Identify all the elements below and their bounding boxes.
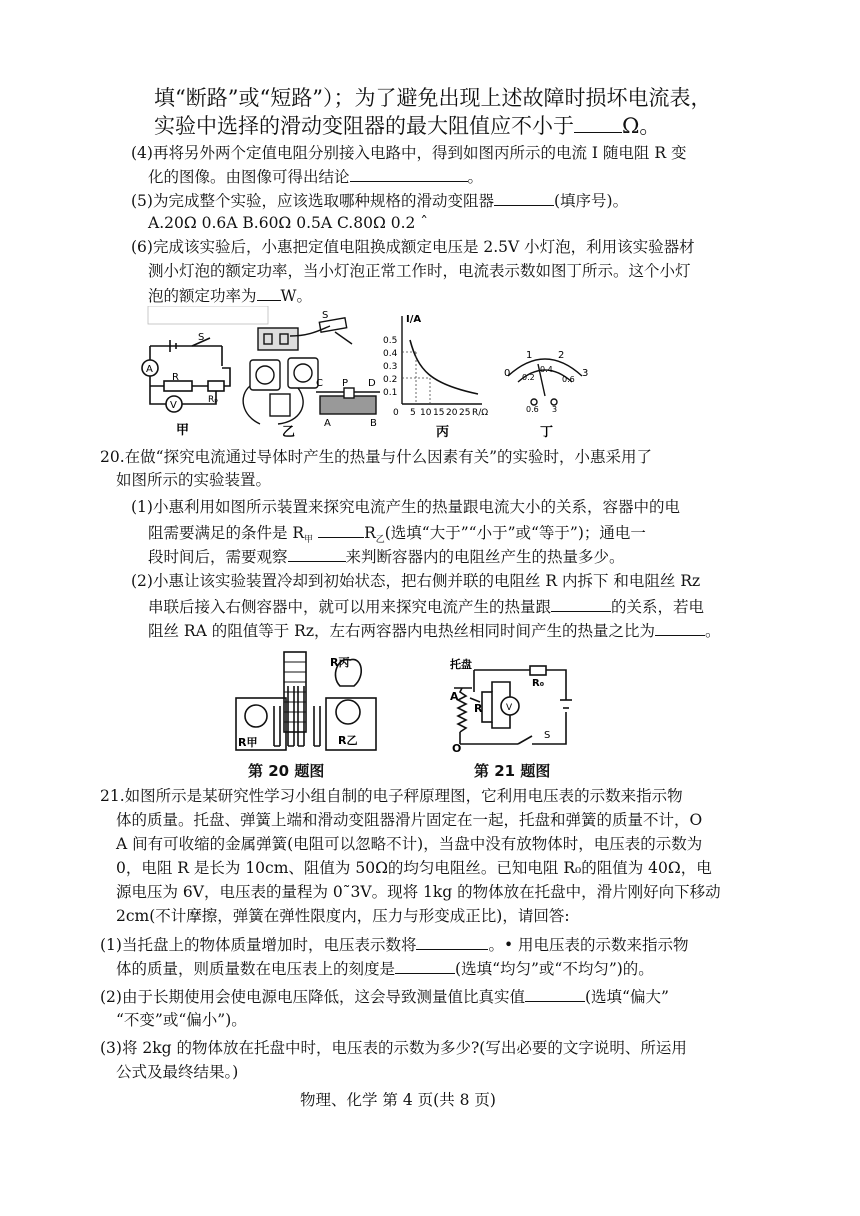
label-a: A <box>450 690 459 703</box>
page-footer: 物理、化学 第 4 页(共 8 页) <box>300 1091 496 1109</box>
text-line: (4)再将另外两个定值电阻分别接入电路中，得到如图丙所示的电流 I 随电阻 R 变 <box>131 144 687 162</box>
label-r-yi: R乙 <box>338 734 358 747</box>
text-line: 测小灯泡的额定功率，当小灯泡正常工作时，电流表示数如图丁所示。这个小灯 <box>148 262 691 280</box>
answer-blank[interactable] <box>350 166 468 182</box>
text-line: (3)将 2kg 的物体放在托盘中时，电压表的示数为多少?(写出必要的文字说明、所运用 <box>100 1039 687 1057</box>
label-r: R <box>474 702 483 715</box>
current-resistance-graph <box>402 316 482 404</box>
label-bing: 丙 <box>436 425 450 438</box>
answer-blank[interactable] <box>288 546 346 562</box>
text-line: (5)为完成整个实验，应该选取哪种规格的滑动变阻器 (填序号)。 <box>131 192 629 210</box>
label-s: S <box>544 730 551 741</box>
figure-21-caption: 第 21 题图 <box>474 762 551 780</box>
graph-xtick: 15 <box>433 408 445 418</box>
text-line: (1)小惠利用如图所示装置来探究电流产生的热量跟电流大小的关系，容器中的电 <box>131 498 680 516</box>
answer-blank[interactable] <box>655 620 705 636</box>
label-tray: 托盘 <box>450 658 472 671</box>
figure-20-caption: 第 20 题图 <box>248 762 325 780</box>
answer-blank[interactable] <box>395 958 455 974</box>
question-21: 21.如图所示是某研究性学习小组自制的电子秤原理图，它利用电压表的示数来指示物 <box>100 787 683 805</box>
label-p: P <box>342 378 349 389</box>
text-line: A.20Ω 0.6A B.60Ω 0.5A C.80Ω 0.2 ˆ <box>148 214 429 232</box>
label-a: A <box>324 418 331 429</box>
text-line: 体的质量，则质量数在电压表上的刻度是 (选填“均匀”或“不均匀”)的。 <box>116 960 654 978</box>
text-line: 源电压为 6V，电压表的量程为 0˜3V。现将 1kg 的物体放在托盘中，滑片刚好向下移动 <box>116 883 721 901</box>
text-line: 阻丝 RA 的阻值等于 Rz，左右两容器内电热丝相同时间产生的热量之比为 。 <box>148 622 721 640</box>
label-resistor-r: R <box>172 372 179 383</box>
label-d: D <box>368 378 376 389</box>
text-line: “不变”或“偏小”)。 <box>116 1011 247 1029</box>
label-voltmeter-v: V <box>170 400 177 411</box>
text-line: 公式及最终结果。) <box>116 1063 239 1081</box>
meter-scale: 1 <box>526 350 533 361</box>
text-line: 串联后接入右侧容器中，就可以用来探究电流产生的热量跟 的关系，若电 <box>148 598 705 616</box>
graph-ytick: 0.4 <box>383 349 398 359</box>
rheostat-drawing <box>316 388 380 414</box>
label-r-jia: R甲 <box>238 736 258 749</box>
label-r-bing: R丙 <box>330 656 350 669</box>
text-line: (1)当托盘上的物体质量增加时，电压表示数将 。• 用电压表的示数来指示物 <box>100 936 689 954</box>
text-line: 段时间后，需要观察 来判断容器内的电阻丝产生的热量多少。 <box>148 548 625 566</box>
graph-xlabel: R/Ω <box>472 408 489 418</box>
text-line: (6)完成该实验后，小惠把定值电阻换成额定电压是 2.5V 小灯泡，利用该实验器材 <box>131 238 695 256</box>
label-r0: R₀ <box>532 678 545 689</box>
figure-20-diagram <box>230 646 380 756</box>
answer-blank[interactable] <box>318 522 364 538</box>
text-line: 如图所示的实验装置。 <box>116 471 272 489</box>
text-line: 阻需要满足的条件是 $R_甲$ $R_乙$(选填“大于”“小于”或“等于”)；通电一 <box>148 524 646 546</box>
text-line: (2)由于长期使用会使电源电压降低，这会导致测量值比真实值 (选填“偏大” <box>100 988 669 1006</box>
label-o: O <box>452 742 462 755</box>
text-line: (2)小惠让该实验装置冷却到初始状态，把右侧并联的电阻丝 R 内拆下 和电阻丝 Rz <box>131 572 701 590</box>
answer-blank[interactable] <box>494 190 554 206</box>
answer-blank[interactable] <box>525 986 585 1002</box>
text-line: 泡的额定功率为 W。 <box>148 287 312 305</box>
meter-scale: 2 <box>558 350 565 361</box>
meter-scale: 0 <box>504 368 511 379</box>
label-b: B <box>370 418 377 429</box>
graph-ylabel: I/A <box>406 314 422 325</box>
graph-ytick: 0.1 <box>383 388 398 398</box>
graph-xtick: 0 <box>393 408 399 418</box>
graph-xtick: 20 <box>446 408 458 418</box>
answer-blank[interactable] <box>551 596 611 612</box>
text-line: A 间有可收缩的金属弹簧(电阻可以忽略不计)，当盘中没有放物体时，电压表的示数为 <box>116 835 703 853</box>
graph-xtick: 5 <box>410 408 416 418</box>
label-jia: 甲 <box>176 423 190 438</box>
graph-ytick: 0.3 <box>383 362 398 372</box>
answer-blank[interactable] <box>574 117 622 133</box>
answer-blank[interactable] <box>257 285 281 301</box>
meter-terminal: 3 <box>552 405 558 414</box>
label-v: V <box>506 703 513 713</box>
meter-inner-scale: 0.6 <box>562 375 575 384</box>
text-line: 体的质量。托盘、弹簧上端和滑动变阻器滑片固定在一起，托盘和弹簧的质量不计，O <box>116 811 703 829</box>
label-switch-s: S <box>322 310 329 321</box>
text-line: 2cm(不计摩擦，弹簧在弹性限度内，压力与形变成正比)，请回答: <box>116 907 570 925</box>
text-line: 0，电阻 R 是长为 10cm、阻值为 50Ω的均匀电阻丝。已知电阻 R₀的阻值为 40Ω，电 <box>116 859 712 877</box>
experiment-figures-row <box>130 306 600 438</box>
graph-xtick: 25 <box>459 408 471 418</box>
label-ammeter-a: A <box>146 364 153 375</box>
meter-inner-scale: 0.4 <box>540 365 553 374</box>
answer-blank[interactable] <box>416 934 488 950</box>
text-line: 实验中选择的滑动变阻器的最大阻值应不小于 Ω。 <box>154 114 661 138</box>
label-ding: 丁 <box>540 425 554 438</box>
meter-scale: 3 <box>582 368 589 379</box>
text-line: 化的图像。由图像可得出结论 。 <box>148 168 484 186</box>
label-yi: 乙 <box>282 425 296 438</box>
label-c: C <box>316 378 323 389</box>
graph-ytick: 0.2 <box>383 375 398 385</box>
question-20: 20.在做“探究电流通过导体时产生的热量与什么因素有关”的实验时，小惠采用了 <box>100 448 653 466</box>
graph-ytick: 0.5 <box>383 336 398 346</box>
figure-21-circuit <box>448 652 578 756</box>
meter-terminal: 0.6 <box>526 405 539 414</box>
label-rheostat-rp: Rₚ <box>208 395 219 405</box>
label-switch-s: S <box>198 332 205 343</box>
meter-inner-scale: 0.2 <box>522 373 535 382</box>
text-line: 填“断路”或“短路”）；为了避免出现上述故障时损坏电流表， <box>154 86 712 110</box>
graph-xtick: 10 <box>420 408 432 418</box>
